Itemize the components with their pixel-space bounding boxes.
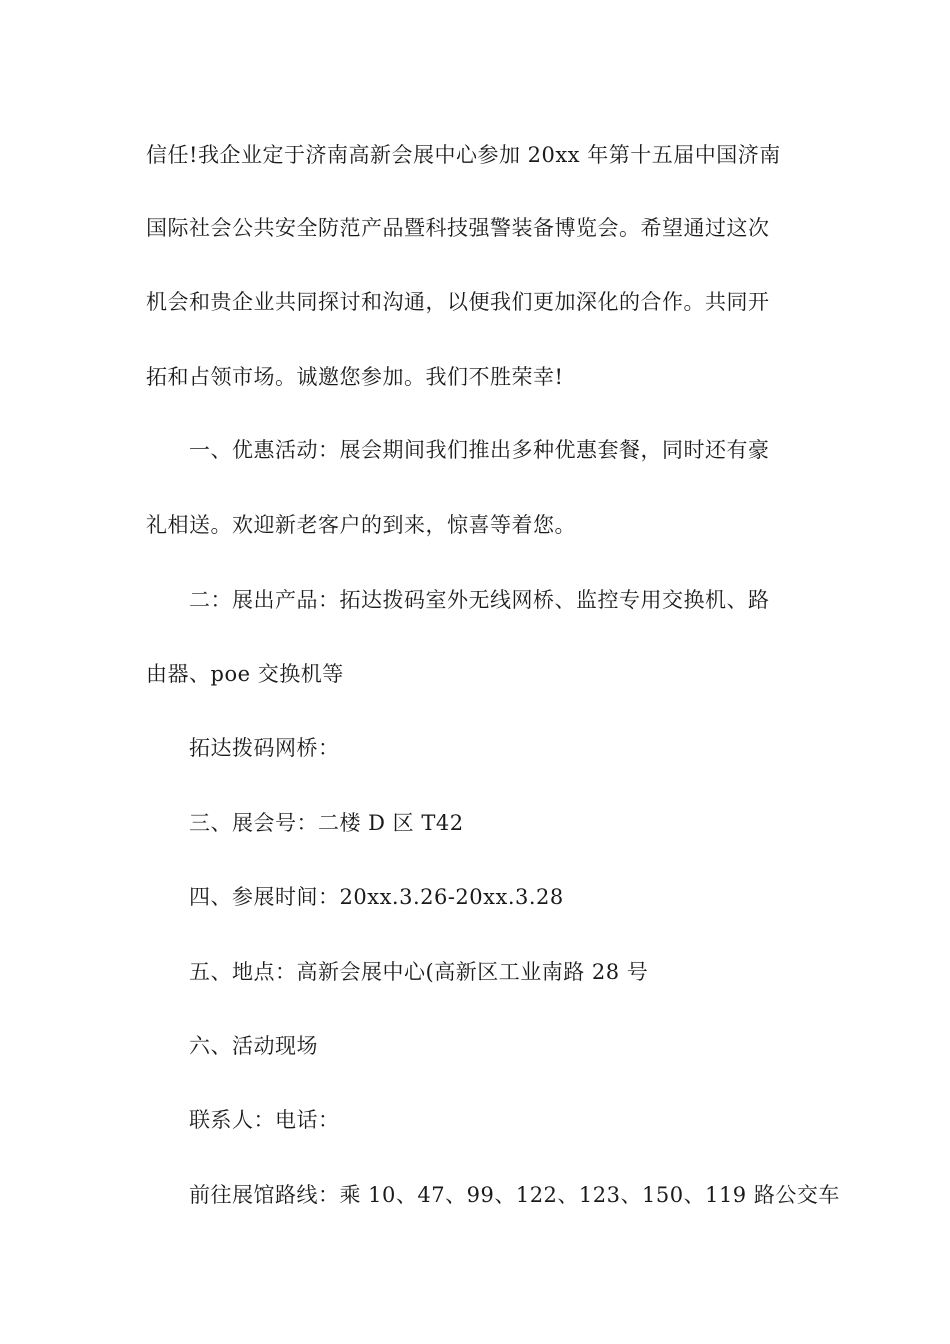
promotion-line: 一、优惠活动：展会期间我们推出多种优惠套餐，同时还有豪: [189, 438, 770, 462]
exhibition-time-line: 四、参展时间：20xx.3.26-20xx.3.28: [189, 885, 564, 909]
paragraph-line: 国际社会公共安全防范产品暨科技强警装备博览会。希望通过这次: [146, 216, 770, 240]
paragraph-line: 拓和占领市场。诚邀您参加。我们不胜荣幸!: [146, 365, 564, 389]
paragraph-line: 机会和贵企业共同探讨和沟通，以便我们更加深化的合作。共同开: [146, 290, 770, 314]
paragraph-line: 信任!我企业定于济南高新会展中心参加 20xx 年第十五届中国济南: [146, 143, 781, 167]
bridge-line: 拓达拨码网桥：: [189, 736, 340, 760]
products-line: 二：展出产品：拓达拨码室外无线网桥、监控专用交换机、路: [189, 588, 770, 612]
contact-line: 联系人：电话：: [189, 1108, 340, 1132]
booth-line: 三、展会号：二楼 D 区 T42: [189, 811, 464, 835]
promotion-line: 礼相送。欢迎新老客户的到来，惊喜等着您。: [146, 513, 576, 537]
event-site-line: 六、活动现场: [189, 1034, 318, 1058]
products-line: 由器、poe 交换机等: [146, 662, 344, 686]
location-line: 五、地点：高新会展中心(高新区工业南路 28 号: [189, 960, 649, 984]
route-line: 前往展馆路线：乘 10、47、99、122、123、150、119 路公交车: [189, 1183, 840, 1207]
